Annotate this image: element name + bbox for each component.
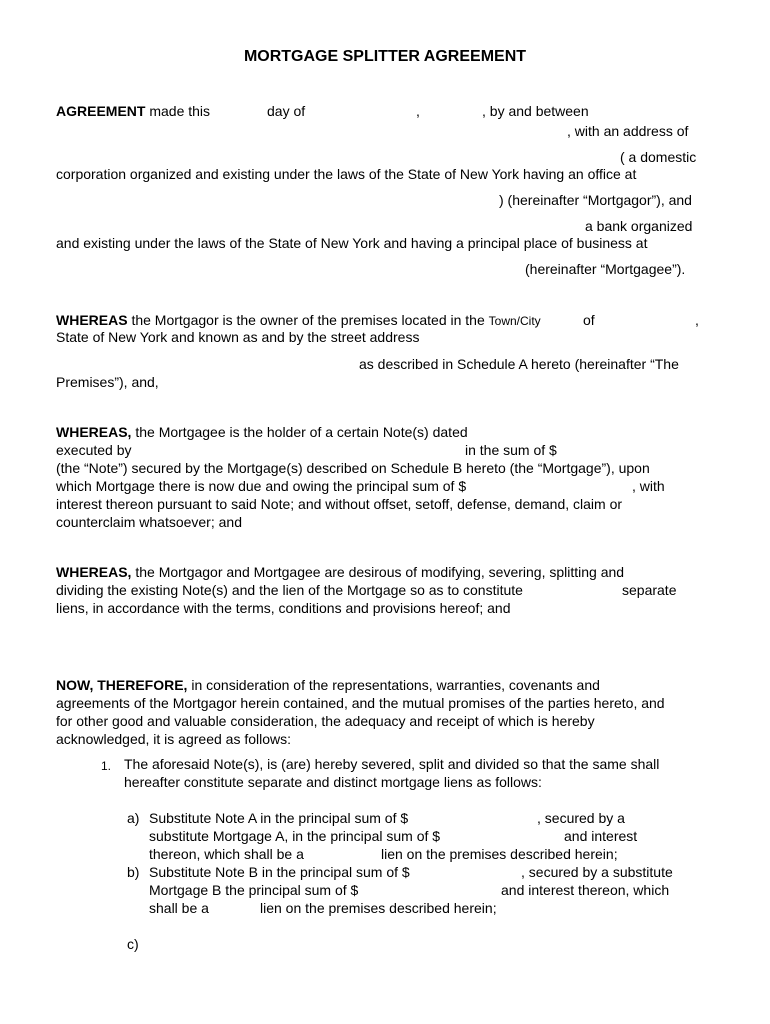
agreement-line-1 <box>56 103 210 120</box>
sub-a-line-2b: and interest <box>564 828 638 844</box>
sub-b-line-2b: and interest thereon, which <box>501 882 670 898</box>
sub-b-line-3a: shall be a <box>149 900 209 916</box>
whereas2-line-3: (the “Note”) secured by the Mortgage(s) described on Schedule B hereto (the “Mortgage”), upon <box>56 460 650 476</box>
bank-organized-text: a bank organized <box>585 218 693 234</box>
with-text: , with <box>632 478 665 494</box>
agreement-bold: AGREEMENT <box>56 103 146 119</box>
whereas2-text: the Mortgagee is the holder of a certain Note(s) dated <box>131 424 468 440</box>
corporation-line: corporation organized and existing under the laws of the State of New York having an office at <box>56 166 637 182</box>
whereas1-text: the Mortgagor is the owner of the premises located in the <box>127 312 485 328</box>
comma-text: , <box>416 103 420 119</box>
whereas3-line-2: dividing the existing Note(s) and the lien of the Mortgage so as to constitute <box>56 582 523 598</box>
now-text: in consideration of the representations, warranties, covenants and <box>187 677 600 693</box>
made-this-text: made this <box>145 103 211 119</box>
sub-a-line-2a: substitute Mortgage A, in the principal sum of $ <box>149 828 441 844</box>
a-domestic-text: ( a domestic <box>620 149 697 165</box>
by-and-between-text: , by and between <box>482 103 589 119</box>
sub-b-line-3b: lien on the premises described herein; <box>260 900 497 916</box>
whereas3-line-3: liens, in accordance with the terms, conditions and provisions hereof; and <box>56 600 511 616</box>
with-address-text: , with an address of <box>567 123 689 139</box>
whereas1-line-2: State of New York and known as and by the street address <box>56 329 420 345</box>
item1-line-2: hereafter constitute separate and distinct mortgage liens as follows: <box>124 774 542 790</box>
item-number: 1. <box>101 759 112 773</box>
sub-a-line-3a: thereon, which shall be a <box>149 846 304 862</box>
of-text: of <box>583 312 595 328</box>
comma-text: , <box>695 312 699 328</box>
sub-a-line-3b: lien on the premises described herein; <box>381 846 618 862</box>
sub-b-line-2a: Mortgage B the principal sum of $ <box>149 882 359 898</box>
whereas2-line-4: which Mortgage there is now due and owing the principal sum of $ <box>56 478 467 494</box>
day-of-text: day of <box>267 103 306 119</box>
sub-a-line-1b: , secured by a <box>537 810 625 826</box>
whereas-bold: WHEREAS, <box>56 424 132 440</box>
sub-b-line-1b: , secured by a substitute <box>521 864 673 880</box>
now-line-3: for other good and valuable consideration, the adequacy and receipt of which is hereby <box>56 713 595 729</box>
whereas1-line-4: Premises”), and, <box>56 374 159 390</box>
separate-text: separate <box>622 582 677 598</box>
whereas-bold: WHEREAS, <box>56 564 132 580</box>
whereas-bold: WHEREAS <box>56 312 128 328</box>
sub-label: b) <box>127 864 140 880</box>
item1-line-1: The aforesaid Note(s), is (are) hereby severed, split and divided so that the same shall <box>124 756 660 772</box>
now-line-4: acknowledged, it is agreed as follows: <box>56 731 292 747</box>
mortgagee-line: (hereinafter “Mortgagee”). <box>525 261 686 277</box>
whereas2-line-1 <box>56 424 468 441</box>
sub-label: c) <box>127 936 139 952</box>
town-city-text: Town/City <box>488 314 541 328</box>
mortgagor-line: ) (hereinafter “Mortgagor”), and <box>499 192 692 208</box>
sub-a-line-1a: Substitute Note A in the principal sum of $ <box>149 810 409 826</box>
whereas3-line-1 <box>56 564 624 581</box>
sub-b-line-1a: Substitute Note B in the principal sum of $ <box>149 864 410 880</box>
now-therefore-bold: NOW, THEREFORE, <box>56 677 188 693</box>
sub-label: a) <box>127 810 140 826</box>
existing-line: and existing under the laws of the State of New York and having a principal place of business at <box>56 235 648 251</box>
whereas2-line-5: interest thereon pursuant to said Note; and without offset, setoff, defense, demand, claim or <box>56 496 623 512</box>
whereas2-line-6: counterclaim whatsoever; and <box>56 514 242 530</box>
in-sum-text: in the sum of $ <box>465 442 557 458</box>
now-line-2: agreements of the Mortgagor herein contained, and the mutual promises of the parties hereto, and <box>56 695 665 711</box>
now-line-1 <box>56 677 600 694</box>
whereas1-line-3: as described in Schedule A hereto (hereinafter “The <box>359 356 679 372</box>
document-title: MORTGAGE SPLITTER AGREEMENT <box>243 48 527 65</box>
executed-by-text: executed by <box>56 442 132 458</box>
whereas1-line-1 <box>56 312 541 330</box>
whereas3-text: the Mortgagor and Mortgagee are desirous of modifying, severing, splitting and <box>131 564 625 580</box>
